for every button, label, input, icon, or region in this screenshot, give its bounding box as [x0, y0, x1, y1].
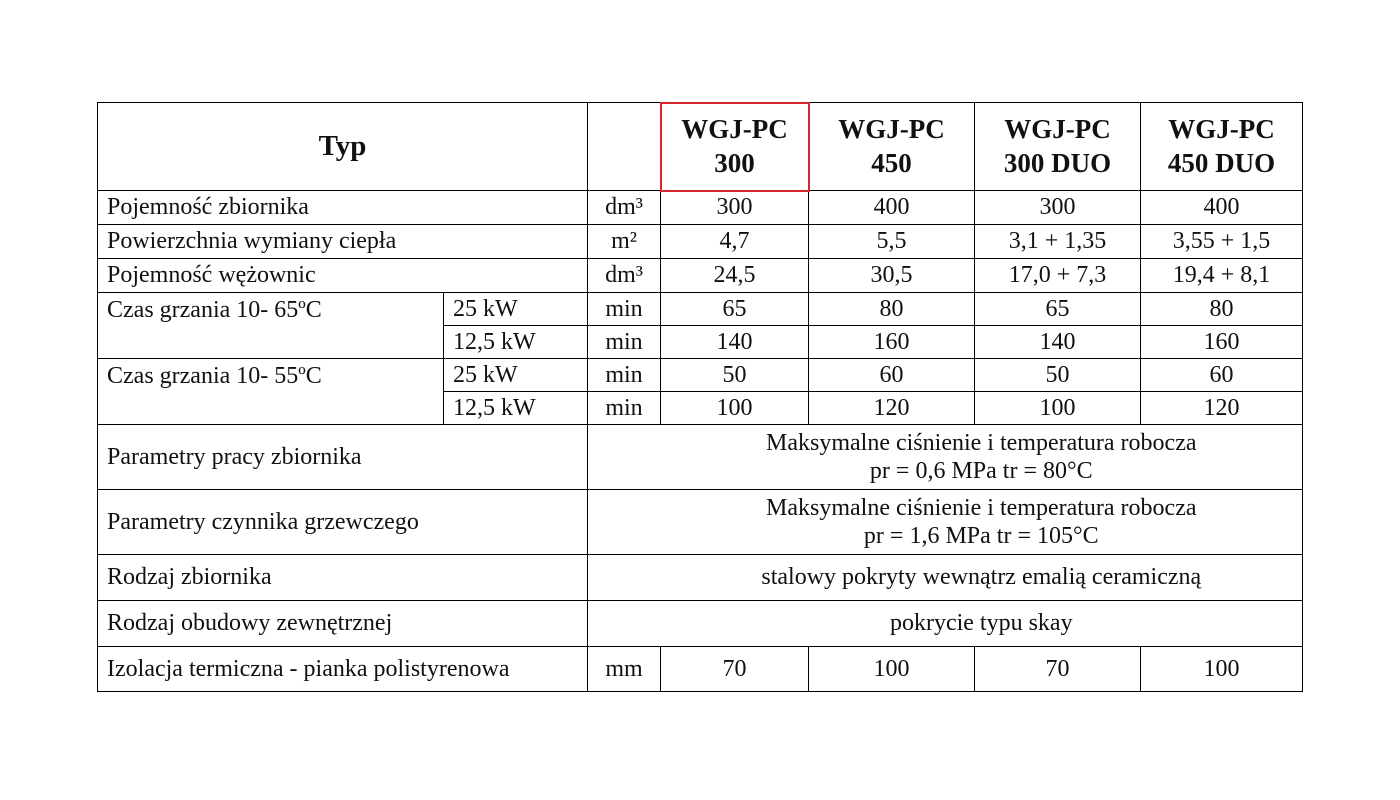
row-label: Powierzchnia wymiany ciepła [98, 225, 588, 259]
row-exchange-area [98, 225, 1303, 259]
row-coil-capacity [98, 259, 1303, 293]
value-cell: 140 [661, 326, 809, 359]
power-cell: 12,5 kW [444, 392, 588, 425]
merged-value-cell [661, 490, 1303, 555]
value-cell: 5,5 [809, 225, 975, 259]
row-label: Pojemność zbiornika [98, 191, 588, 225]
row-heating-65-25kw [98, 293, 1303, 326]
unit-cell: dm³ [588, 191, 661, 225]
unit-cell: m² [588, 225, 661, 259]
value-cell: 100 [975, 392, 1141, 425]
unit-cell [588, 490, 661, 555]
value-cell: 400 [1141, 191, 1303, 225]
value-cell: 60 [1141, 359, 1303, 392]
value-cell: 100 [661, 392, 809, 425]
header-row [98, 103, 1303, 191]
model-header-wgj-pc-450 [809, 103, 975, 191]
value-cell: 100 [809, 647, 975, 692]
unit-cell: min [588, 326, 661, 359]
value-cell: 120 [809, 392, 975, 425]
row-label: Czas grzania 10- 65ºC [98, 293, 444, 359]
row-label: Rodzaj zbiornika [98, 555, 588, 601]
value-cell: 160 [809, 326, 975, 359]
value-cell: 50 [661, 359, 809, 392]
value-cell: 24,5 [661, 259, 809, 293]
row-label: Czas grzania 10- 55ºC [98, 359, 444, 425]
power-cell: 25 kW [444, 359, 588, 392]
row-tank-type [98, 555, 1303, 601]
params-line1: Maksymalne ciśnienie i temperatura robocza [766, 429, 1197, 456]
model-line1: WGJ-PC [681, 113, 788, 144]
model-line1: WGJ-PC [838, 113, 945, 144]
value-cell: 3,1 + 1,35 [975, 225, 1141, 259]
value-cell: 60 [809, 359, 975, 392]
row-insulation [98, 647, 1303, 692]
value-cell: 300 [975, 191, 1141, 225]
row-tank-params [98, 425, 1303, 490]
value-cell: 70 [661, 647, 809, 692]
params-line2: pr = 0,6 MPa tr = 80°C [869, 458, 1093, 484]
unit-cell [588, 425, 661, 490]
unit-cell: min [588, 392, 661, 425]
value-cell: 30,5 [809, 259, 975, 293]
row-heating-55-25kw [98, 359, 1303, 392]
value-cell: 120 [1141, 392, 1303, 425]
row-casing-type [98, 601, 1303, 647]
unit-cell [588, 601, 661, 647]
unit-cell: mm [588, 647, 661, 692]
row-medium-params [98, 490, 1303, 555]
model-line1: WGJ-PC [1004, 113, 1111, 144]
value-cell: 65 [661, 293, 809, 326]
row-capacity [98, 191, 1303, 225]
value-cell: 50 [975, 359, 1141, 392]
unit-header [588, 103, 661, 191]
params-line1: Maksymalne ciśnienie i temperatura robocza [766, 494, 1197, 521]
value-cell: 4,7 [661, 225, 809, 259]
power-cell: 12,5 kW [444, 326, 588, 359]
value-cell: 400 [809, 191, 975, 225]
unit-cell [588, 555, 661, 601]
type-label: Typ [98, 103, 588, 191]
value-cell: 3,55 + 1,5 [1141, 225, 1303, 259]
unit-cell: min [588, 293, 661, 326]
row-label: Pojemność wężownic [98, 259, 588, 293]
value-cell: 19,4 + 8,1 [1141, 259, 1303, 293]
value-cell: 80 [1141, 293, 1303, 326]
model-line2: 300 DUO [1003, 147, 1112, 178]
value-cell: 300 [661, 191, 809, 225]
value-cell: 160 [1141, 326, 1303, 359]
spec-table [97, 102, 1303, 692]
params-line2: pr = 1,6 MPa tr = 105°C [863, 523, 1099, 549]
model-line2: 300 [714, 147, 755, 178]
model-header-wgj-pc-450-duo [1141, 103, 1303, 191]
merged-value-cell: pokrycie typu skay [661, 601, 1303, 647]
power-cell: 25 kW [444, 293, 588, 326]
unit-cell: min [588, 359, 661, 392]
row-label: Parametry czynnika grzewczego [98, 490, 588, 555]
model-header-wgj-pc-300-duo [975, 103, 1141, 191]
value-cell: 100 [1141, 647, 1303, 692]
row-label: Rodzaj obudowy zewnętrznej [98, 601, 588, 647]
value-cell: 65 [975, 293, 1141, 326]
merged-value-cell [661, 425, 1303, 490]
value-cell: 80 [809, 293, 975, 326]
unit-cell: dm³ [588, 259, 661, 293]
model-line1: WGJ-PC [1168, 113, 1275, 144]
model-line2: 450 DUO [1167, 147, 1276, 178]
model-header-wgj-pc-300 [661, 103, 809, 191]
row-label: Izolacja termiczna - pianka polistyrenowa [98, 647, 588, 692]
row-label: Parametry pracy zbiornika [98, 425, 588, 490]
model-line2: 450 [871, 147, 912, 178]
value-cell: 140 [975, 326, 1141, 359]
value-cell: 17,0 + 7,3 [975, 259, 1141, 293]
value-cell: 70 [975, 647, 1141, 692]
merged-value-cell: stalowy pokryty wewnątrz emalią ceramiczną [661, 555, 1303, 601]
